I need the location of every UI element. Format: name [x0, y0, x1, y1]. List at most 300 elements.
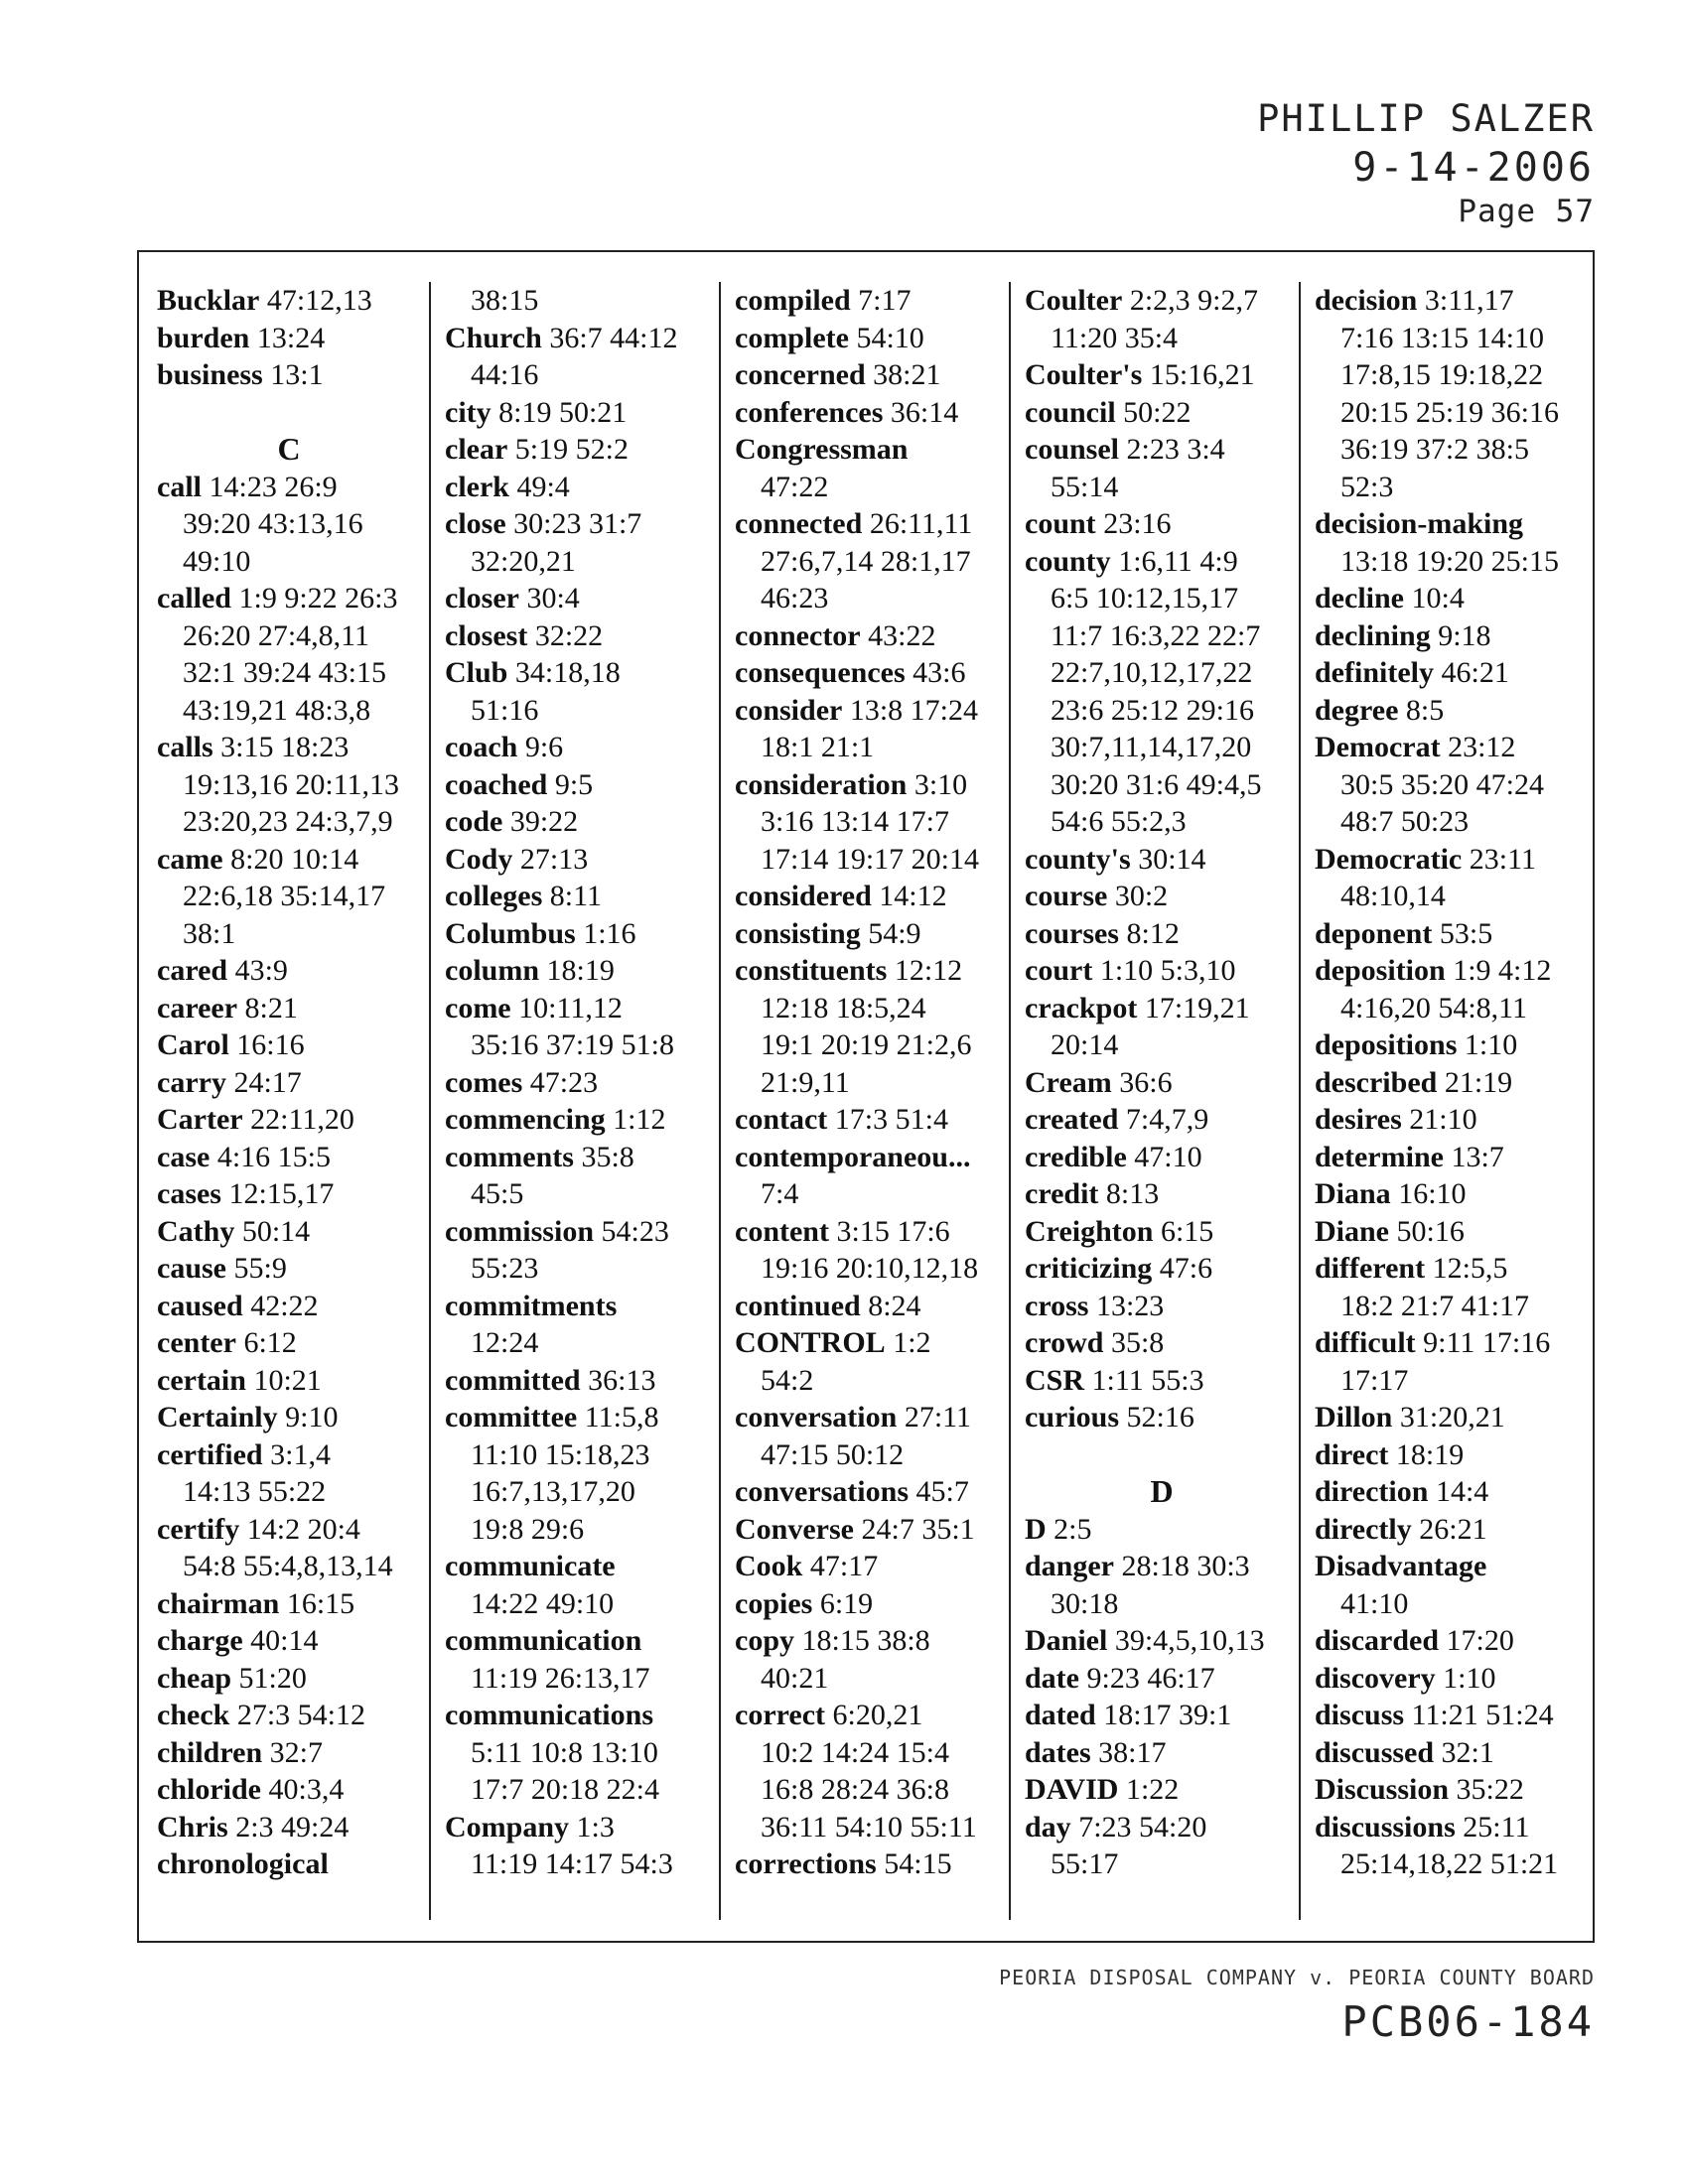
index-page-refs: 39:4,5,10,13	[1114, 1624, 1265, 1657]
index-entry	[1315, 1809, 1591, 1846]
index-continuation: 30:18	[1051, 1586, 1119, 1620]
index-term: date	[1025, 1661, 1079, 1695]
index-term: Club	[445, 656, 508, 689]
index-term: committee	[445, 1401, 578, 1433]
index-term: different	[1315, 1252, 1426, 1285]
index-entry	[445, 431, 717, 469]
index-page-refs: 21:19	[1444, 1065, 1513, 1099]
index-entry	[1025, 1324, 1299, 1362]
index-page-refs: 18:15 38:8	[801, 1624, 930, 1657]
index-page-refs: 9:6	[524, 731, 564, 763]
index-page-refs: 9:11 17:16	[1423, 1326, 1551, 1359]
index-term: communicate	[445, 1550, 616, 1582]
index-continuation: 21:9,11	[761, 1065, 850, 1099]
index-column-1	[143, 282, 421, 1920]
index-entry	[1315, 1139, 1591, 1176]
index-term: coach	[445, 731, 518, 763]
deponent-name: PHILLIP SALZER	[1257, 97, 1595, 140]
index-term: conversation	[735, 1401, 898, 1433]
index-page-refs: 3:1,4	[270, 1437, 331, 1471]
index-page-refs: 2:5	[1053, 1512, 1092, 1546]
index-column-5	[1299, 282, 1591, 1920]
index-term: closest	[445, 618, 528, 652]
index-term: criticizing	[1025, 1252, 1153, 1285]
index-entry	[157, 1511, 421, 1549]
index-entry	[1315, 915, 1591, 953]
index-page-refs: 3:15 17:6	[836, 1214, 950, 1248]
index-entry	[1315, 1473, 1591, 1511]
index-continuation: 55:17	[1051, 1847, 1119, 1880]
index-entry	[157, 580, 421, 617]
index-page-refs: 31:20,21	[1399, 1401, 1505, 1433]
index-page-refs: 1:16	[583, 916, 636, 950]
index-term: clerk	[445, 470, 509, 503]
index-page-refs: 13:24	[256, 321, 326, 354]
index-entry	[445, 1064, 717, 1102]
index-continuation: 11:7 16:3,22 22:7	[1051, 618, 1261, 652]
index-term: Discussion	[1315, 1773, 1450, 1806]
index-page-refs: 6:12	[243, 1326, 297, 1359]
index-continuation: 19:16 20:10,12,18	[761, 1252, 979, 1285]
index-entry	[445, 580, 717, 617]
index-entry	[445, 1213, 717, 1251]
index-entry	[445, 1399, 717, 1436]
index-page-refs: 54:23	[601, 1214, 669, 1248]
index-term: communication	[445, 1624, 642, 1657]
index-entry	[1315, 952, 1591, 990]
index-page-refs: 27:11	[904, 1401, 972, 1433]
index-page-refs: 47:17	[809, 1550, 879, 1582]
index-continuation: 47:22	[761, 470, 829, 503]
index-term: consideration	[735, 767, 908, 801]
index-entry	[1315, 729, 1591, 766]
index-term: definitely	[1315, 656, 1434, 689]
index-term: contemporaneou...	[735, 1140, 971, 1173]
index-page-refs: 8:5	[1405, 693, 1445, 727]
index-entry	[157, 1809, 421, 1846]
index-term: come	[445, 991, 511, 1024]
index-page-refs: 7:4,7,9	[1125, 1103, 1209, 1136]
index-entry	[445, 617, 717, 655]
index-page-refs: 32:1	[1441, 1735, 1494, 1769]
index-entry	[1025, 915, 1299, 953]
index-term: Coulter	[1025, 284, 1123, 317]
index-page-refs: 6:15	[1160, 1214, 1214, 1248]
index-continuation: 48:7 50:23	[1340, 805, 1470, 838]
index-entry	[735, 1548, 1007, 1585]
index-term: called	[157, 582, 231, 614]
index-entry	[1025, 841, 1299, 879]
index-page-refs: 7:17	[858, 284, 912, 317]
index-entry	[157, 1288, 421, 1325]
index-page-refs: 11:5,8	[584, 1401, 659, 1433]
index-entry	[1315, 1399, 1591, 1436]
index-entry	[445, 1362, 717, 1400]
index-entry	[1315, 1026, 1591, 1064]
index-page-refs: 43:9	[234, 954, 288, 987]
index-page-refs: 23:16	[1103, 507, 1172, 540]
index-term: comes	[445, 1065, 523, 1099]
index-entry	[735, 1139, 1007, 1176]
index-page-refs: 17:20	[1446, 1624, 1514, 1657]
index-term: direct	[1315, 1437, 1389, 1471]
index-term: certain	[157, 1363, 246, 1397]
index-entry	[735, 878, 1007, 915]
index-entry	[735, 394, 1007, 432]
index-page-refs: 13:1	[270, 358, 324, 391]
index-entry	[1315, 1175, 1591, 1213]
index-term: cheap	[157, 1661, 231, 1695]
index-page-refs: 3:11,17	[1424, 284, 1514, 317]
index-term: crowd	[1025, 1326, 1104, 1359]
index-page-refs: 11:21 51:24	[1411, 1699, 1554, 1731]
index-page-refs: 6:19	[819, 1586, 874, 1620]
index-term: Carol	[157, 1028, 229, 1061]
index-page-refs: 47:6	[1159, 1252, 1213, 1285]
index-entry	[735, 915, 1007, 953]
index-term: case	[157, 1140, 210, 1173]
index-term: crackpot	[1025, 991, 1138, 1024]
index-term: caused	[157, 1289, 243, 1322]
index-term: column	[445, 954, 540, 987]
case-title: PEORIA DISPOSAL COMPANY v. PEORIA COUNTY BOARD	[999, 1966, 1595, 1989]
index-continuation: 6:5 10:12,15,17	[1051, 582, 1239, 614]
index-term: cared	[157, 954, 228, 987]
index-term: Columbus	[445, 916, 576, 950]
index-entry	[1025, 1809, 1299, 1846]
index-page-refs: 35:8	[1110, 1326, 1165, 1359]
index-entry	[157, 729, 421, 766]
index-term: came	[157, 842, 223, 876]
index-entry	[157, 1399, 421, 1436]
index-term: Coulter's	[1025, 358, 1143, 391]
index-continuation: 41:10	[1340, 1586, 1409, 1620]
index-term: Carter	[157, 1103, 243, 1136]
index-term: created	[1025, 1103, 1119, 1136]
index-continuation: 55:14	[1051, 470, 1119, 503]
index-term: conversations	[735, 1475, 909, 1508]
index-term: difficult	[1315, 1326, 1416, 1359]
index-page-refs: 1:11 55:3	[1091, 1363, 1204, 1397]
index-entry	[157, 952, 421, 990]
index-page-refs: 18:17 39:1	[1103, 1699, 1232, 1731]
index-continuation: 18:2 21:7 41:17	[1340, 1289, 1530, 1322]
index-page-refs: 30:14	[1138, 842, 1206, 876]
index-page-refs: 14:4	[1435, 1475, 1489, 1508]
index-page-refs: 38:21	[873, 358, 941, 391]
index-page-refs: 8:24	[868, 1289, 921, 1322]
index-continuation: 18:1 21:1	[761, 731, 875, 763]
index-page-refs: 14:23 26:9	[209, 470, 338, 503]
index-term: declining	[1315, 618, 1431, 652]
index-entry	[157, 1213, 421, 1251]
index-term: constituents	[735, 954, 888, 987]
index-continuation: 19:8 29:6	[471, 1512, 585, 1546]
index-entry	[1315, 1511, 1591, 1549]
index-entry	[735, 1697, 1007, 1734]
index-entry	[1315, 841, 1591, 879]
index-continuation: 30:5 35:20 47:24	[1340, 767, 1545, 801]
index-entry	[735, 1324, 1007, 1362]
index-term: DAVID	[1025, 1773, 1119, 1806]
index-entry	[1025, 1771, 1299, 1809]
index-entry	[735, 654, 1007, 692]
index-term: dated	[1025, 1699, 1096, 1731]
index-entry	[445, 729, 717, 766]
index-continuation: 16:8 28:24 36:8	[761, 1773, 950, 1806]
index-term: decline	[1315, 582, 1404, 614]
index-page-refs: 10:21	[253, 1363, 322, 1397]
index-entry	[735, 1101, 1007, 1139]
index-continuation: 12:18 18:5,24	[761, 991, 926, 1024]
index-term: day	[1025, 1810, 1071, 1843]
index-continuation: 48:10,14	[1340, 880, 1446, 912]
index-entry	[1025, 431, 1299, 469]
index-continuation: 54:6 55:2,3	[1051, 805, 1187, 838]
index-continuation: 11:20 35:4	[1051, 321, 1179, 354]
index-continuation: 11:19 14:17 54:3	[471, 1847, 673, 1880]
index-entry	[1315, 282, 1591, 320]
index-page-refs: 52:16	[1126, 1401, 1194, 1433]
index-continuation: 12:24	[471, 1326, 539, 1359]
index-entry	[157, 841, 421, 879]
index-term: close	[445, 507, 506, 540]
index-term: children	[157, 1735, 263, 1769]
index-entry	[735, 766, 1007, 804]
index-page-refs: 10:4	[1411, 582, 1465, 614]
index-term: decision	[1315, 284, 1418, 317]
index-continuation: 4:16,20 54:8,11	[1340, 991, 1528, 1024]
index-entry	[735, 617, 1007, 655]
index-continuation: 17:7 20:18 22:4	[471, 1773, 660, 1806]
index-continuation: 19:13,16 20:11,13	[183, 767, 400, 801]
index-page-refs: 4:16 15:5	[216, 1140, 331, 1173]
index-continuation: 32:1 39:24 43:15	[183, 656, 387, 689]
index-page-refs: 54:15	[884, 1847, 952, 1880]
index-entry	[445, 803, 717, 841]
index-entry	[157, 1101, 421, 1139]
index-entry	[1025, 356, 1299, 394]
index-page-refs: 1:22	[1125, 1773, 1180, 1806]
index-continuation: 25:14,18,22 51:21	[1340, 1847, 1559, 1880]
index-entry	[445, 841, 717, 879]
index-box	[137, 250, 1595, 1943]
index-entry	[445, 915, 717, 953]
index-continuation: 51:16	[471, 693, 539, 727]
index-page-refs: 14:2 20:4	[246, 1512, 360, 1546]
index-page-refs: 16:15	[286, 1586, 355, 1620]
index-entry	[1315, 1622, 1591, 1660]
index-term: Chris	[157, 1810, 228, 1843]
index-page-refs: 9:18	[1438, 618, 1491, 652]
letter-heading: D	[1150, 1473, 1174, 1509]
spacer	[157, 394, 421, 432]
index-term: counsel	[1025, 433, 1120, 466]
index-continuation: 30:7,11,14,17,20	[1051, 731, 1252, 763]
index-entry	[157, 1175, 421, 1213]
index-page-refs: 40:14	[250, 1624, 319, 1657]
index-page-refs: 35:22	[1456, 1773, 1524, 1806]
index-continuation: 32:20,21	[471, 544, 576, 578]
index-continuation: 11:19 26:13,17	[471, 1661, 650, 1695]
index-term: burden	[157, 321, 250, 354]
index-page-refs: 26:11,11	[869, 507, 973, 540]
index-term: discovery	[1315, 1661, 1436, 1695]
index-entry	[157, 469, 421, 506]
index-term: commitments	[445, 1289, 618, 1322]
index-page-refs: 32:7	[269, 1735, 323, 1769]
index-page-refs: 16:16	[236, 1028, 305, 1061]
index-entry	[445, 505, 717, 543]
index-entry	[157, 1660, 421, 1698]
index-entry	[1025, 952, 1299, 990]
index-entry	[445, 952, 717, 990]
index-entry	[1025, 1548, 1299, 1585]
index-entry	[1025, 282, 1299, 320]
index-page-refs: 2:2,3 9:2,7	[1129, 284, 1258, 317]
index-entry	[1315, 1436, 1591, 1474]
index-entry	[735, 1585, 1007, 1623]
index-term: Disadvantage	[1315, 1550, 1487, 1582]
index-continuation: 40:21	[761, 1661, 829, 1695]
index-term: communications	[445, 1699, 653, 1731]
index-entry	[157, 1026, 421, 1064]
index-term: Cream	[1025, 1065, 1112, 1099]
index-entry	[735, 1288, 1007, 1325]
index-continuation: 20:15 25:19 36:16	[1340, 395, 1560, 429]
index-entry	[1025, 1139, 1299, 1176]
index-page-refs: 47:10	[1134, 1140, 1202, 1173]
index-term: Converse	[735, 1512, 854, 1546]
index-term: Cody	[445, 842, 513, 876]
index-column-2	[429, 282, 717, 1920]
index-continuation: 55:23	[471, 1252, 539, 1285]
index-page-refs: 3:15 18:23	[220, 731, 350, 763]
letter-heading: C	[277, 431, 301, 467]
index-continuation: 11:10 15:18,23	[471, 1437, 650, 1471]
index-continuation: 3:16 13:14 17:7	[761, 805, 950, 838]
index-page-refs: 12:12	[894, 954, 963, 987]
index-entry	[1025, 1288, 1299, 1325]
index-continuation: 45:5	[471, 1177, 524, 1210]
index-entry	[157, 1436, 421, 1474]
index-entry	[445, 766, 717, 804]
index-entry	[735, 1213, 1007, 1251]
index-entry	[1025, 505, 1299, 543]
index-page-refs: 10:11,12	[518, 991, 623, 1024]
index-entry	[1025, 394, 1299, 432]
index-entry	[445, 1622, 717, 1660]
index-entry	[1315, 654, 1591, 692]
index-term: committed	[445, 1363, 581, 1397]
index-term: calls	[157, 731, 213, 763]
index-page-refs: 43:22	[868, 618, 936, 652]
index-term: certify	[157, 1512, 240, 1546]
index-term: deposition	[1315, 954, 1446, 987]
index-page-refs: 8:20 10:14	[230, 842, 359, 876]
index-entry	[157, 1362, 421, 1400]
index-term: center	[157, 1326, 236, 1359]
index-term: chloride	[157, 1773, 261, 1806]
deposition-date: 9-14-2006	[1352, 145, 1595, 191]
index-entry	[445, 320, 717, 357]
index-continuation: 22:7,10,12,17,22	[1051, 656, 1253, 689]
index-term: coached	[445, 767, 548, 801]
index-term: Congressman	[735, 433, 909, 466]
index-term: courses	[1025, 916, 1119, 950]
index-page-refs: 9:23 46:17	[1086, 1661, 1215, 1695]
index-page-refs: 50:14	[241, 1214, 311, 1248]
index-term: Diane	[1315, 1214, 1389, 1248]
index-term: determine	[1315, 1140, 1444, 1173]
index-term: discussed	[1315, 1735, 1435, 1769]
index-page-refs: 13:7	[1451, 1140, 1504, 1173]
index-entry	[735, 1622, 1007, 1660]
page-number: Page 57	[1458, 194, 1595, 229]
index-continuation: 47:15 50:12	[761, 1437, 905, 1471]
index-continuation: 36:11 54:10 55:11	[761, 1810, 977, 1843]
spacer	[1025, 1436, 1299, 1474]
index-page-refs: 32:22	[534, 618, 604, 652]
index-term: desires	[1315, 1103, 1402, 1136]
index-entry	[445, 1697, 717, 1734]
index-term: call	[157, 470, 202, 503]
index-page-refs: 13:23	[1095, 1289, 1165, 1322]
index-entry	[1025, 1064, 1299, 1102]
index-page-refs: 27:3 54:12	[236, 1699, 365, 1731]
index-term: Company	[445, 1810, 570, 1843]
index-page-refs: 18:19	[1395, 1437, 1465, 1471]
index-page-refs: 3:10	[913, 767, 968, 801]
index-page-refs: 36:13	[588, 1363, 656, 1397]
index-term: county	[1025, 544, 1111, 578]
index-entry	[157, 1064, 421, 1102]
index-entry	[157, 1250, 421, 1288]
index-entry	[157, 356, 421, 394]
index-page-refs: 42:22	[250, 1289, 319, 1322]
index-page-refs: 9:10	[285, 1401, 339, 1433]
index-term: credit	[1025, 1177, 1099, 1210]
index-term: chronological	[157, 1847, 329, 1880]
index-entry	[1025, 1362, 1299, 1400]
index-continuation: 5:11 10:8 13:10	[471, 1735, 658, 1769]
index-entry	[735, 1399, 1007, 1436]
index-page-refs: 38:17	[1098, 1735, 1167, 1769]
index-continuation: 14:22 49:10	[471, 1586, 615, 1620]
index-entry	[157, 1139, 421, 1176]
index-page-refs: 47:12,13	[266, 284, 372, 317]
index-entry	[1025, 878, 1299, 915]
index-continuation: 19:1 20:19 21:2,6	[761, 1028, 972, 1061]
index-page-refs: 1:12	[613, 1103, 666, 1136]
index-entry	[1025, 543, 1299, 581]
index-continuation: 22:6,18 35:14,17	[183, 880, 386, 912]
index-term: clear	[445, 433, 508, 466]
index-term: discarded	[1315, 1624, 1440, 1657]
index-term: content	[735, 1214, 829, 1248]
index-term: conferences	[735, 395, 884, 429]
index-entry	[735, 431, 1007, 469]
index-entry	[1025, 1213, 1299, 1251]
index-page-refs: 7:23 54:20	[1078, 1810, 1207, 1843]
index-page-refs: 18:19	[546, 954, 615, 987]
index-term: consider	[735, 693, 843, 727]
index-term: connected	[735, 507, 863, 540]
index-term: contact	[735, 1103, 828, 1136]
index-page-refs: 21:10	[1409, 1103, 1477, 1136]
index-continuation: 39:20 43:13,16	[183, 507, 363, 540]
index-entry	[1025, 1660, 1299, 1698]
